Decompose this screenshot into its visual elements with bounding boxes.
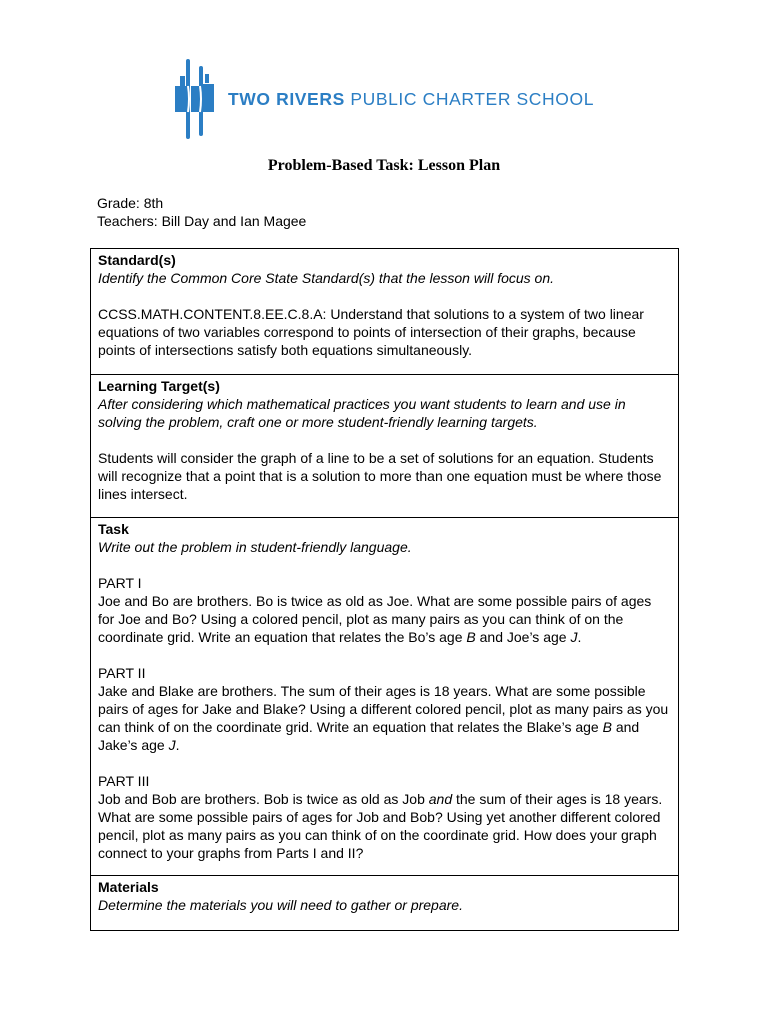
standards-row — [91, 249, 679, 375]
materials-cell — [91, 876, 679, 931]
standards-heading: Standard(s) — [98, 252, 176, 268]
targets-description: After considering which mathematical practices you want students to learn and use in solving the problem, craft one or more student-friendly learning targets. — [98, 396, 626, 430]
targets-cell — [91, 375, 679, 518]
teachers-line: Teachers: Bill Day and Ian Magee — [97, 213, 307, 229]
school-logo — [172, 56, 595, 142]
standards-cell — [91, 249, 679, 375]
materials-heading: Materials — [98, 879, 159, 895]
part1-text: Joe and Bo are brothers. Bo is twice as old as Joe. What are some possible pairs of ages for Joe and Bo? Using a colored pencil, plot as many pairs as you can think of on the coordinate grid. Write an equation that relates the Bo’s age B and Joe’s age J. — [98, 593, 652, 645]
task-description: Write out the problem in student-friendly language. — [98, 539, 412, 555]
part2-label: PART II — [98, 665, 146, 681]
lesson-meta — [97, 194, 306, 230]
school-name — [228, 89, 594, 110]
paddle-river-logo-icon — [172, 56, 224, 142]
part3-text: Job and Bob are brothers. Bob is twice as old as Job and the sum of their ages is 18 years. What are some possible pairs of ages for Job and Bob? Using yet another different colored pencil, plot as many pairs as you can think of on the coordinate grid. How does your graph connect to your graphs from Parts I and II? — [98, 791, 663, 861]
part1-label: PART I — [98, 575, 142, 591]
targets-heading: Learning Target(s) — [98, 378, 220, 394]
materials-description: Determine the materials you will need to gather or prepare. — [98, 897, 463, 913]
materials-row — [91, 876, 679, 931]
page-title: Problem-Based Task: Lesson Plan — [267, 157, 501, 174]
lesson-plan-table — [90, 248, 679, 931]
task-row — [91, 518, 679, 876]
task-heading: Task — [98, 521, 129, 537]
task-cell — [91, 518, 679, 876]
school-name-strong: TWO RIVERS — [228, 89, 345, 109]
standards-body: CCSS.MATH.CONTENT.8.EE.C.8.A: Understand that solutions to a system of two linear equations of two variables correspond to points of intersection of their graphs, because points of intersections satisfy both equations simultaneously. — [98, 306, 644, 358]
standards-description: Identify the Common Core State Standard(s) that the lesson will focus on. — [98, 270, 555, 286]
targets-row — [91, 375, 679, 518]
part2-text: Jake and Blake are brothers. The sum of their ages is 18 years. What are some possible pairs of ages for Jake and Blake? Using a different colored pencil, plot as many pairs as you can think of on the coordinate grid. Write an equation that relates the Blake’s age B and Jake’s age J. — [98, 683, 669, 753]
part3-label: PART III — [98, 773, 150, 789]
targets-body: Students will consider the graph of a line to be a set of solutions for an equation. Students will recognize that a point that is a solution to more than one equation must be where those lines intersect. — [98, 450, 662, 502]
grade-line: Grade: 8th — [97, 195, 164, 211]
school-name-rest: PUBLIC CHARTER SCHOOL — [350, 89, 595, 109]
